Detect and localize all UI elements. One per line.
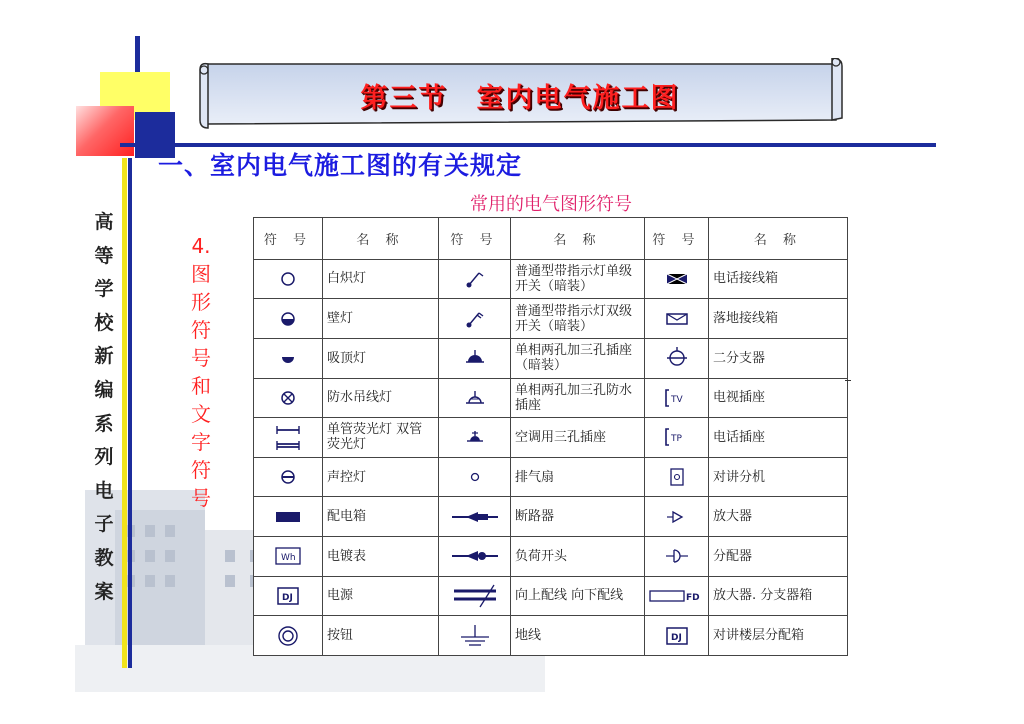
symbol-name: 壁灯 (323, 299, 439, 339)
symbol-name: 单管荧光灯 双管荧光灯 (323, 418, 439, 458)
table-header-row (254, 218, 848, 260)
symbol-name: 单相两孔加三孔插座（暗装） (511, 338, 645, 378)
amplifier-splitter-box-label: FD (685, 592, 700, 603)
table-row (254, 537, 848, 577)
intercom-floor-distribution-box-label: DJ (670, 632, 682, 643)
power-source-label: DJ (282, 592, 293, 603)
column-header: 符 号 (254, 218, 323, 260)
fluorescent-lamp-icon (254, 418, 323, 458)
amplifier-icon (645, 497, 709, 537)
ground-wire-icon (439, 616, 511, 656)
symbol-name: 普通型带指示灯单级开关（暗装） (511, 259, 645, 299)
symbol-name: 声控灯 (323, 457, 439, 497)
table-row (254, 616, 848, 656)
symbol-name: 普通型带指示灯双级开关（暗装） (511, 299, 645, 339)
ac-socket-icon (439, 418, 511, 458)
column-header: 符 号 (645, 218, 709, 260)
symbol-name: 向上配线 向下配线 (511, 576, 645, 616)
stray-tick-mark (845, 380, 851, 381)
red-decor-square (76, 106, 134, 156)
symbol-name: 配电箱 (323, 497, 439, 537)
symbol-name: 对讲分机 (709, 457, 848, 497)
symbol-name: 负荷开头 (511, 537, 645, 577)
symbol-name: 落地接线箱 (709, 299, 848, 339)
table-row (254, 338, 848, 378)
symbol-name: 单相两孔加三孔防水插座 (511, 378, 645, 418)
amplifier-splitter-box-icon (645, 576, 709, 616)
power-source-icon (254, 576, 323, 616)
symbol-name: 放大器 (709, 497, 848, 537)
column-header: 名 称 (511, 218, 645, 260)
table-row (254, 497, 848, 537)
symbol-name: 地线 (511, 616, 645, 656)
table-row (254, 576, 848, 616)
section-heading: 一、室内电气施工图的有关规定 (158, 151, 523, 180)
symbol-name: 吸顶灯 (323, 338, 439, 378)
symbol-name: 放大器. 分支器箱 (709, 576, 848, 616)
electrical-symbol-table (253, 217, 848, 656)
load-switch-icon (439, 537, 511, 577)
table-row (254, 457, 848, 497)
symbol-name: 电视插座 (709, 378, 848, 418)
button-icon (254, 616, 323, 656)
watt-hour-meter-label: Wh (281, 553, 296, 564)
table-row (254, 299, 848, 339)
exhaust-fan-icon (439, 457, 511, 497)
telephone-socket-icon (645, 418, 709, 458)
intercom-floor-distribution-box-icon (645, 616, 709, 656)
telephone-socket-label: TP (670, 434, 682, 445)
symbol-name: 电镀表 (323, 537, 439, 577)
wall-lamp-icon (254, 299, 323, 339)
column-header: 名 称 (323, 218, 439, 260)
tv-socket-label: TV (670, 394, 683, 405)
symbol-name: 分配器 (709, 537, 848, 577)
symbol-name: 对讲楼层分配箱 (709, 616, 848, 656)
distribution-box-icon (254, 497, 323, 537)
concealed-socket-icon (439, 338, 511, 378)
symbol-name: 防水吊线灯 (323, 378, 439, 418)
yellow-vertical-bar (122, 158, 127, 668)
table-row (254, 378, 848, 418)
symbol-name: 二分支器 (709, 338, 848, 378)
table-row (254, 418, 848, 458)
navy-vertical-bar-lower (128, 158, 132, 668)
tv-socket-icon (645, 378, 709, 418)
waterproof-socket-icon (439, 378, 511, 418)
telephone-junction-box-icon (645, 259, 709, 299)
symbol-name: 按钮 (323, 616, 439, 656)
subsection-vertical-label: 4.图形符号和文字符号 (191, 234, 211, 510)
symbol-name: 电话插座 (709, 418, 848, 458)
symbol-name: 电源 (323, 576, 439, 616)
symbol-name: 白炽灯 (323, 259, 439, 299)
symbol-name: 空调用三孔插座 (511, 418, 645, 458)
page-title: 第三节 室内电气施工图 (360, 83, 680, 114)
symbol-name: 电话接线箱 (709, 259, 848, 299)
table-row (254, 259, 848, 299)
intercom-extension-icon (645, 457, 709, 497)
distributor-icon (645, 537, 709, 577)
incandescent-lamp-icon (254, 259, 323, 299)
symbol-name: 断路器 (511, 497, 645, 537)
wiring-up-down-icon (439, 576, 511, 616)
waterproof-pendant-lamp-icon (254, 378, 323, 418)
double-switch-icon (439, 299, 511, 339)
single-switch-icon (439, 259, 511, 299)
sound-control-lamp-icon (254, 457, 323, 497)
floor-junction-box-icon (645, 299, 709, 339)
watt-hour-meter-icon (254, 537, 323, 577)
ceiling-lamp-icon (254, 338, 323, 378)
table-caption: 常用的电气图形符号 (470, 194, 632, 215)
two-way-splitter-icon (645, 338, 709, 378)
column-header: 符 号 (439, 218, 511, 260)
symbol-name: 排气扇 (511, 457, 645, 497)
column-header: 名 称 (709, 218, 848, 260)
series-vertical-label: 高等学校新编系列电子教案 (94, 211, 114, 603)
circuit-breaker-icon (439, 497, 511, 537)
